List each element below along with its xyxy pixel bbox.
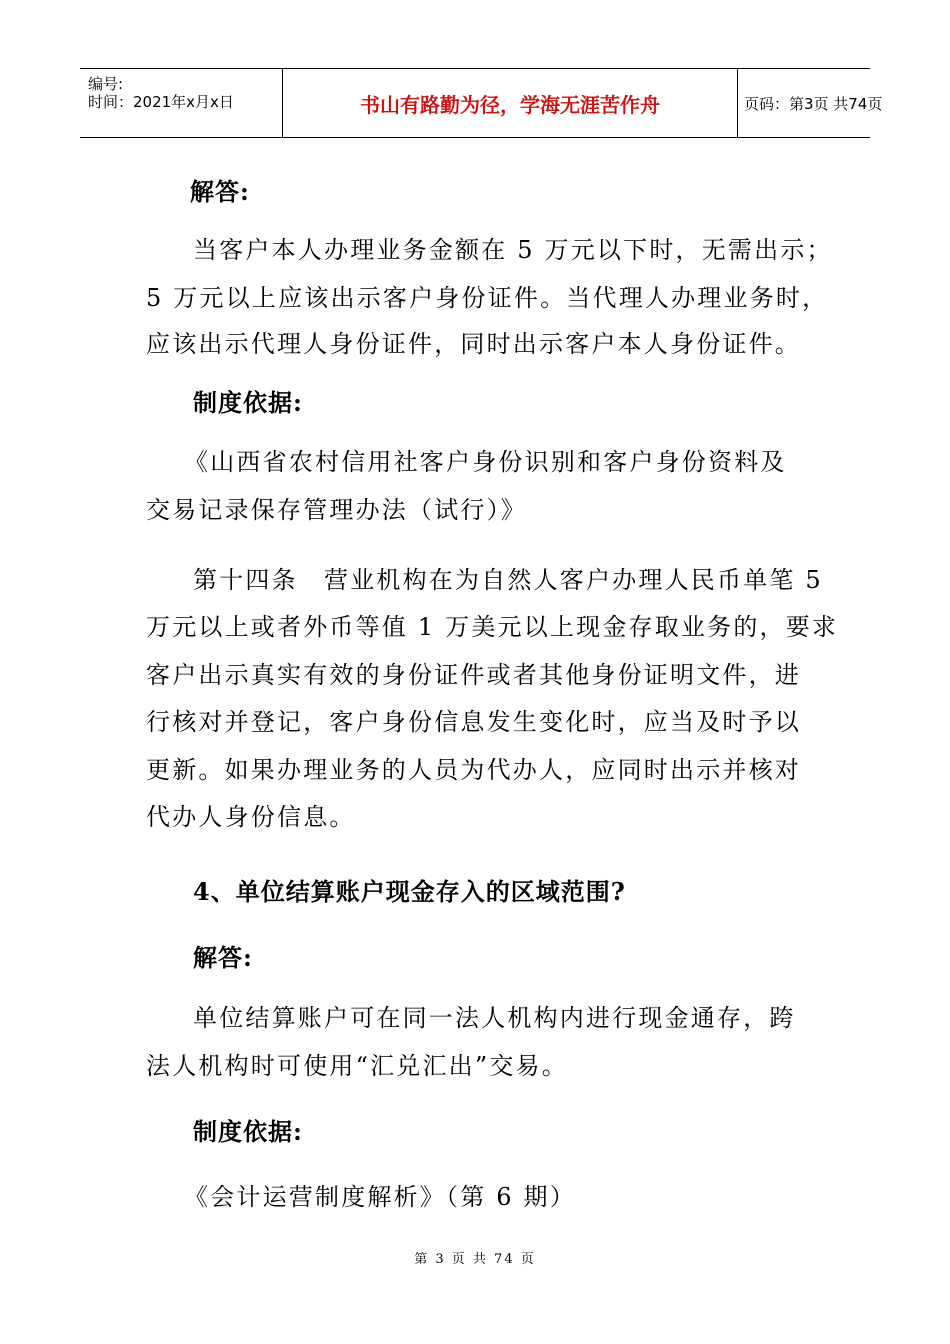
paragraph-line: 《山西省农村信用社客户身份识别和客户身份资料及 (184, 448, 787, 476)
paragraph-line: 当客户本人办理业务金额在 5 万元以下时，无需出示； (193, 236, 833, 264)
page-footer: 第 3 页 共 74 页 (414, 1252, 536, 1267)
paragraph-line: 应该出示代理人身份证件，同时出示客户本人身份证件。 (146, 330, 801, 358)
page-header (80, 68, 883, 138)
basis-heading: 制度依据: (193, 388, 303, 417)
document-time-label: 时间：2021年x月x日 (88, 93, 234, 111)
basis-heading: 制度依据: (193, 1117, 303, 1146)
paragraph-line: 万元以上或者外币等值 1 万美元以上现金存取业务的，要求 (146, 613, 839, 641)
document-number-label: 编号: (88, 75, 124, 93)
answer-heading: 解答: (190, 177, 250, 206)
paragraph-line: 代办人身份信息。 (146, 803, 356, 831)
answer-heading: 解答: (193, 943, 253, 972)
paragraph-line: 单位结算账户可在同一法人机构内进行现金通存，跨 (193, 1004, 796, 1032)
paragraph-line: 《会计运营制度解析》（第 6 期） (184, 1183, 576, 1211)
header-meta (80, 69, 282, 137)
paragraph-line: 客户出示真实有效的身份证件或者其他身份证明文件，进 (146, 661, 801, 689)
paragraph-line: 第十四条 营业机构在为自然人客户办理人民币单笔 5 (193, 566, 823, 594)
header-divider-right (737, 69, 738, 137)
paragraph-line: 法人机构时可使用“汇兑汇出”交易。 (146, 1052, 568, 1080)
question-heading: 4、单位结算账户现金存入的区域范围? (193, 877, 626, 906)
paragraph-line: 更新。如果办理业务的人员为代办人，应同时出示并核对 (146, 756, 801, 784)
header-motto: 书山有路勤为径，学海无涯苦作舟 (360, 92, 660, 117)
paragraph-line: 行核对并登记，客户身份信息发生变化时，应当及时予以 (146, 708, 801, 736)
header-page-code: 页码：第3页 共74页 (744, 94, 883, 113)
paragraph-line: 交易记录保存管理办法（试行）》 (146, 496, 527, 524)
paragraph-line: 5 万元以上应该出示客户身份证件。当代理人办理业务时， (146, 284, 829, 312)
